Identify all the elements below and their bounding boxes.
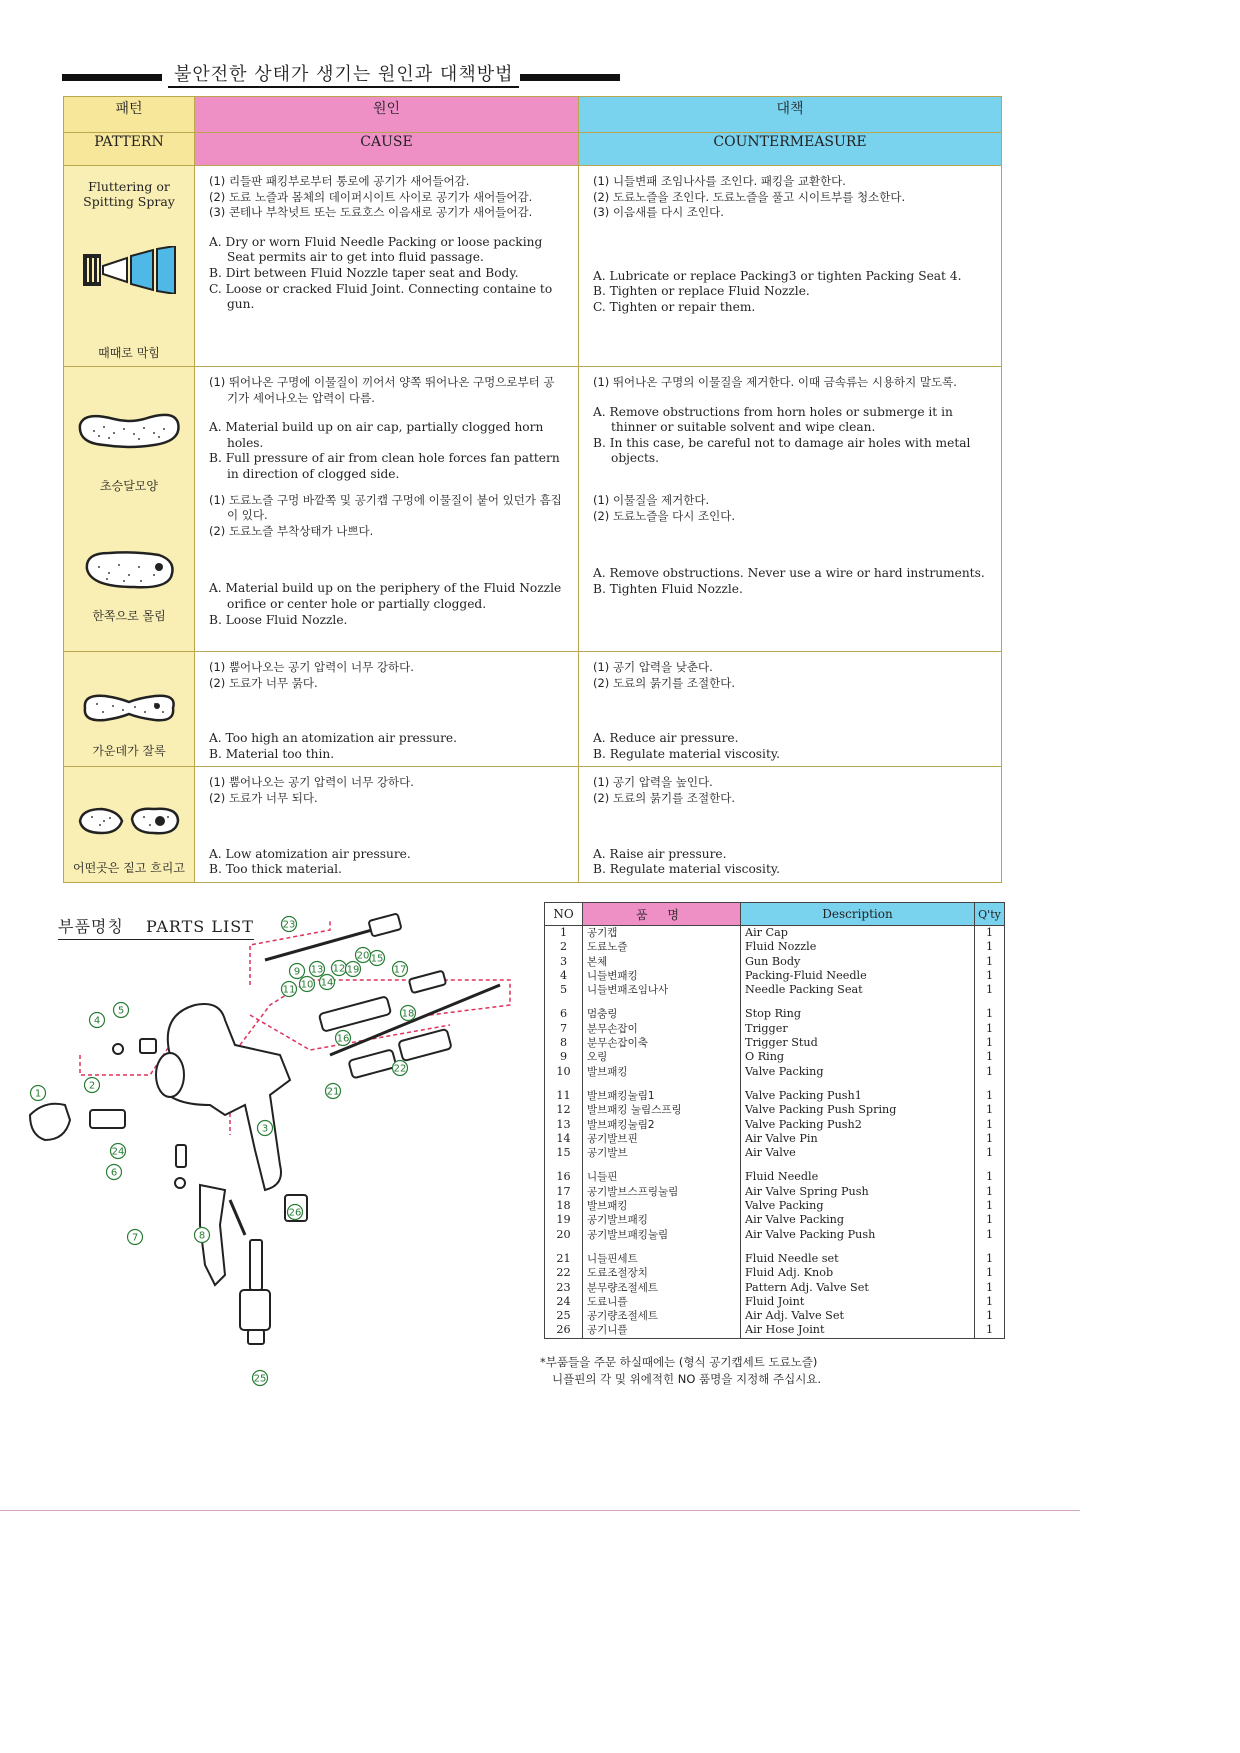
part-description: Valve Packing Push Spring — [741, 1103, 975, 1117]
parts-row — [545, 1118, 1005, 1132]
one-sided-pattern-icon — [79, 545, 179, 593]
part-quantity: 1 — [975, 926, 1005, 941]
callout-21 — [326, 1084, 341, 1099]
callout-label: 11 — [282, 984, 296, 996]
part-quantity: 1 — [975, 1213, 1005, 1227]
trouble-row-fluttering — [64, 166, 1002, 367]
part-name-kr: 공기발브패킹 — [583, 1213, 741, 1227]
counter-en-line: A. Remove obstructions from horn holes or submerge it in thinner or suitable solvent and wipe clean. — [593, 404, 953, 435]
part-description: Valve Packing — [741, 1199, 975, 1213]
counter-kr-line: (2) 도료노즐을 조인다. 도료노즐을 풀고 시이트부를 청소한다. — [593, 189, 906, 204]
counter-en-line: B. Tighten Fluid Nozzle. — [593, 581, 743, 596]
header-cause-en: CAUSE — [195, 133, 579, 166]
parts-header-description: Description — [741, 903, 975, 926]
part-name-kr: 발브패킹눌림1 — [583, 1089, 741, 1103]
part-description: Air Valve Pin — [741, 1132, 975, 1146]
callout-3 — [258, 1121, 273, 1136]
part-quantity: 1 — [975, 1007, 1005, 1021]
cause-en-line: B. Too thick material. — [209, 862, 342, 877]
part-quantity: 1 — [975, 1185, 1005, 1199]
callout-8 — [195, 1228, 210, 1243]
part-quantity: 1 — [975, 1146, 1005, 1160]
part-name-kr: 공기발브핀 — [583, 1132, 741, 1146]
parts-title-kr: 부품명칭 — [58, 917, 124, 936]
part-number: 19 — [545, 1213, 583, 1227]
part-quantity: 1 — [975, 1036, 1005, 1050]
pattern-label-kr: 가운데가 잘록 — [92, 744, 166, 758]
parts-row — [545, 1050, 1005, 1064]
part-description: Air Valve — [741, 1146, 975, 1160]
part-quantity: 1 — [975, 1309, 1005, 1323]
parts-row — [545, 1199, 1005, 1213]
callout-label: 26 — [288, 1207, 302, 1219]
cause-kr-line: (1) 뿜어나오는 공기 압력이 너무 강하다. — [209, 660, 414, 674]
parts-row — [545, 955, 1005, 969]
part-description: Air Cap — [741, 926, 975, 941]
callout-17 — [393, 962, 408, 977]
parts-group-spacer — [545, 997, 1005, 1007]
callout-label: 23 — [282, 919, 296, 931]
part-number: 22 — [545, 1266, 583, 1280]
callout-label: 7 — [131, 1232, 139, 1244]
cause-en-line: B. Dirt between Fluid Nozzle taper seat and Body. — [209, 265, 519, 280]
pattern-label-kr: 한쪽으로 몰림 — [92, 609, 166, 623]
counter-en-line: B. Regulate material viscosity. — [593, 862, 780, 877]
parts-row — [545, 1252, 1005, 1266]
callout-2 — [85, 1078, 100, 1093]
parts-row — [545, 1266, 1005, 1280]
part-description: Air Adj. Valve Set — [741, 1309, 975, 1323]
troubleshooting-table — [63, 96, 1002, 883]
cause-kr-line: (2) 도료노즐 부착상태가 나쁘다. — [209, 523, 374, 538]
trouble-row-narrow-middle — [64, 652, 1002, 767]
cause-cell — [195, 652, 579, 767]
cause-en-line: A. Too high an atomization air pressure. — [209, 731, 458, 746]
callout-label: 25 — [253, 1373, 267, 1385]
part-number: 5 — [545, 983, 583, 997]
part-number: 3 — [545, 955, 583, 969]
callout-11 — [282, 982, 297, 997]
countermeasure-cell — [579, 166, 1002, 367]
part-name-kr: 니들변패킹 — [583, 969, 741, 983]
callout-label: 24 — [111, 1146, 125, 1158]
parts-group-spacer — [545, 1242, 1005, 1252]
part-name-kr: 공기니플 — [583, 1323, 741, 1338]
callout-22 — [393, 1061, 408, 1076]
part-name-kr: 발브패킹 — [583, 1199, 741, 1213]
counter-kr-line: (3) 이음새를 다시 조인다. — [593, 205, 724, 220]
part-description: Fluid Joint — [741, 1295, 975, 1309]
parts-row — [545, 1213, 1005, 1227]
part-number: 26 — [545, 1323, 583, 1338]
cause-kr-line: (1) 뛰어나온 구명에 이물질이 끼어서 양쪽 뛰어나온 구멍으로부터 공기가 세어나오는 압력이 다름. — [209, 375, 555, 405]
parts-row — [545, 1146, 1005, 1160]
part-name-kr: 분무손잡이 — [583, 1022, 741, 1036]
part-quantity: 1 — [975, 1089, 1005, 1103]
counter-en-line: A. Raise air pressure. — [593, 846, 727, 861]
header-pattern-en: PATTERN — [64, 133, 195, 166]
part-name-kr: 공기량조절세트 — [583, 1309, 741, 1323]
part-name-kr: 공기캡 — [583, 926, 741, 941]
callout-label: 5 — [117, 1005, 125, 1017]
part-quantity: 1 — [975, 1323, 1005, 1338]
cause-kr-line: (2) 도료가 너무 되다. — [209, 790, 318, 805]
callout-14 — [320, 975, 335, 990]
counter-en-line: C. Tighten or repair them. — [593, 299, 756, 314]
page-title-bar — [62, 60, 622, 92]
cause-cell — [195, 767, 579, 882]
callout-20 — [356, 948, 371, 963]
part-quantity: 1 — [975, 955, 1005, 969]
part-quantity: 1 — [975, 1170, 1005, 1184]
parts-header-qty: Q'ty — [975, 903, 1005, 926]
callout-15 — [370, 951, 385, 966]
part-number: 9 — [545, 1050, 583, 1064]
part-description: Valve Packing — [741, 1065, 975, 1079]
part-quantity: 1 — [975, 1022, 1005, 1036]
callout-5 — [114, 1003, 129, 1018]
header-counter-kr: 대책 — [579, 97, 1002, 133]
countermeasure-cell — [579, 652, 1002, 767]
parts-row — [545, 969, 1005, 983]
cause-kr-line: (2) 도료 노즐과 몸체의 데이퍼시이트 사이로 공기가 새어들어감. — [209, 189, 533, 204]
narrow-middle-pattern-icon — [79, 690, 179, 726]
part-name-kr: 분무량조절세트 — [583, 1281, 741, 1295]
pattern-cell — [64, 166, 195, 367]
parts-row — [545, 1132, 1005, 1146]
part-description: Stop Ring — [741, 1007, 975, 1021]
counter-kr-line: (2) 도료노즐을 다시 조인다. — [593, 508, 736, 523]
pattern-label-kr: 때때로 막힘 — [98, 346, 160, 360]
counter-en-line: B. In this case, be careful not to damage air holes with metal objects. — [593, 435, 971, 466]
callout-12 — [332, 961, 347, 976]
part-quantity: 1 — [975, 1103, 1005, 1117]
part-name-kr: 도료조절장치 — [583, 1266, 741, 1280]
part-description: O Ring — [741, 1050, 975, 1064]
callout-label: 8 — [198, 1230, 206, 1242]
pattern-cell — [64, 652, 195, 767]
part-number: 18 — [545, 1199, 583, 1213]
page-title: 불안전한 상태가 생기는 원인과 대책방법 — [168, 60, 519, 88]
part-name-kr: 멈춤링 — [583, 1007, 741, 1021]
cause-cell — [195, 166, 579, 367]
cause-kr-line: (3) 콘테나 부착넛트 또는 도료호스 이음새로 공기가 새어들어감. — [209, 205, 533, 220]
part-number: 1 — [545, 926, 583, 941]
part-quantity: 1 — [975, 1132, 1005, 1146]
callout-label: 18 — [401, 1008, 415, 1020]
counter-en-line: A. Remove obstructions. Never use a wire or hard instruments. — [593, 566, 985, 581]
parts-row — [545, 1170, 1005, 1184]
parts-group-spacer — [545, 1160, 1005, 1170]
page-bottom-rule — [0, 1510, 1080, 1511]
part-quantity: 1 — [975, 1266, 1005, 1280]
part-quantity: 1 — [975, 1281, 1005, 1295]
part-quantity: 1 — [975, 1118, 1005, 1132]
part-description: Fluid Needle — [741, 1170, 975, 1184]
callout-label: 21 — [326, 1086, 340, 1098]
counter-en-line: A. Reduce air pressure. — [593, 731, 739, 746]
parts-title-en: PARTS LIST — [146, 917, 254, 936]
part-description: Air Valve Packing Push — [741, 1228, 975, 1242]
counter-kr-line: (1) 이물질을 제거한다. — [593, 492, 710, 507]
part-number: 7 — [545, 1022, 583, 1036]
part-description: Needle Packing Seat — [741, 983, 975, 997]
callout-label: 10 — [300, 979, 314, 991]
part-description: Fluid Adj. Knob — [741, 1266, 975, 1280]
part-quantity: 1 — [975, 983, 1005, 997]
callout-25 — [253, 1371, 268, 1386]
counter-kr-line: (2) 도료의 묽기를 조절한다. — [593, 790, 736, 805]
parts-row — [545, 926, 1005, 941]
part-name-kr: 공기발브스프링눌림 — [583, 1185, 741, 1199]
callout-label: 22 — [393, 1063, 407, 1075]
callout-13 — [310, 962, 325, 977]
counter-kr-line: (1) 공기 압력을 낮춘다. — [593, 660, 713, 674]
parts-row — [545, 940, 1005, 954]
cause-en-line: A. Low atomization air pressure. — [209, 846, 411, 861]
part-description: Trigger — [741, 1022, 975, 1036]
pattern-label-en: Fluttering or Spitting Spray — [83, 179, 175, 209]
parts-row — [545, 1295, 1005, 1309]
cause-kr-line: (1) 뿜어나오는 공기 압력이 너무 강하다. — [209, 775, 414, 790]
part-quantity: 1 — [975, 1050, 1005, 1064]
callout-16 — [336, 1031, 351, 1046]
part-number: 10 — [545, 1065, 583, 1079]
counter-kr-line: (1) 뛰어나온 구명의 이물질을 제거한다. 이때 금속류는 시용하지 말도록. — [593, 375, 957, 389]
cause-kr-line: (2) 도료가 너무 묽다. — [209, 675, 318, 690]
pattern-cell — [64, 367, 195, 652]
part-number: 17 — [545, 1185, 583, 1199]
part-name-kr: 공기발브 — [583, 1146, 741, 1160]
part-number: 23 — [545, 1281, 583, 1295]
part-number: 2 — [545, 940, 583, 954]
header-counter-en: COUNTERMEASURE — [579, 133, 1002, 166]
callout-label: 15 — [370, 953, 384, 965]
crescent-pattern-icon — [74, 407, 184, 455]
part-description: Trigger Stud — [741, 1036, 975, 1050]
uneven-pattern-icon — [74, 803, 184, 839]
order-note-line: *부품들을 주문 하실때에는 (형식 공기캡세트 도료노즐) — [540, 1355, 818, 1369]
part-number: 8 — [545, 1036, 583, 1050]
countermeasure-cell — [579, 367, 1002, 652]
callout-label: 9 — [293, 966, 301, 978]
pattern-cell — [64, 767, 195, 882]
part-description: Air Hose Joint — [741, 1323, 975, 1338]
callout-label: 3 — [261, 1123, 269, 1135]
part-number: 4 — [545, 969, 583, 983]
parts-header-no: NO — [545, 903, 583, 926]
callout-7 — [128, 1230, 143, 1245]
part-number: 14 — [545, 1132, 583, 1146]
part-name-kr: 니들핀 — [583, 1170, 741, 1184]
counter-kr-line: (1) 공기 압력을 높인다. — [593, 775, 713, 790]
callout-label: 16 — [336, 1033, 350, 1045]
part-description: Air Valve Packing — [741, 1213, 975, 1227]
part-description: Valve Packing Push1 — [741, 1089, 975, 1103]
callout-19 — [346, 962, 361, 977]
part-quantity: 1 — [975, 969, 1005, 983]
callout-10 — [300, 977, 315, 992]
parts-row — [545, 1007, 1005, 1021]
cause-en-line: A. Dry or worn Fluid Needle Packing or loose packing Seat permits air to get into fluid passage. — [209, 234, 543, 265]
callout-label: 1 — [34, 1088, 42, 1100]
parts-row — [545, 1089, 1005, 1103]
callout-label: 13 — [310, 964, 324, 976]
callout-9 — [290, 964, 305, 979]
part-number: 13 — [545, 1118, 583, 1132]
parts-row — [545, 1103, 1005, 1117]
parts-group-spacer — [545, 1079, 1005, 1089]
callout-4 — [90, 1013, 105, 1028]
title-rule-right — [520, 74, 620, 81]
callout-label: 2 — [88, 1080, 96, 1092]
callout-24 — [111, 1144, 126, 1159]
pattern-label-kr: 초승달모양 — [100, 479, 158, 493]
cause-en-line: C. Loose or cracked Fluid Joint. Connecting containe to gun. — [209, 281, 553, 312]
part-name-kr: 도료니플 — [583, 1295, 741, 1309]
callout-23 — [282, 917, 297, 932]
parts-header-name: 품 명 — [583, 903, 741, 926]
order-note-line: 니플핀의 각 및 위에적힌 NO 품명을 지정해 주십시요. — [552, 1372, 822, 1386]
title-rule-left — [62, 74, 162, 81]
part-name-kr: 발브패킹 눌림스프링 — [583, 1103, 741, 1117]
countermeasure-cell — [579, 767, 1002, 882]
part-number: 6 — [545, 1007, 583, 1021]
part-name-kr: 공기발브패킹눌림 — [583, 1228, 741, 1242]
part-description: Packing-Fluid Needle — [741, 969, 975, 983]
counter-en-line: B. Regulate material viscosity. — [593, 746, 780, 761]
part-name-kr: 분무손잡이축 — [583, 1036, 741, 1050]
counter-kr-line: (1) 니들변패 조임나사를 조인다. 패킹을 교환한다. — [593, 174, 846, 188]
callout-label: 20 — [356, 950, 370, 962]
parts-list-table — [544, 902, 1005, 1339]
part-name-kr: 도료노즐 — [583, 940, 741, 954]
part-quantity: 1 — [975, 1228, 1005, 1242]
part-name-kr: 발브패킹눌림2 — [583, 1118, 741, 1132]
cause-en-line: A. Material build up on air cap, partially clogged horn holes. — [209, 420, 544, 450]
part-quantity: 1 — [975, 1295, 1005, 1309]
part-number: 16 — [545, 1170, 583, 1184]
part-number: 21 — [545, 1252, 583, 1266]
counter-kr-line: (2) 도료의 묽기를 조절한다. — [593, 675, 736, 690]
callout-label: 6 — [110, 1167, 118, 1179]
parts-row — [545, 1309, 1005, 1323]
callout-label: 14 — [320, 977, 334, 989]
callout-label: 12 — [332, 963, 346, 975]
part-number: 24 — [545, 1295, 583, 1309]
callout-18 — [401, 1006, 416, 1021]
trouble-row-crescent — [64, 367, 1002, 652]
parts-row — [545, 1185, 1005, 1199]
part-number: 20 — [545, 1228, 583, 1242]
callout-label: 17 — [393, 964, 407, 976]
spray-gun-exploded-diagram — [10, 905, 530, 1405]
parts-row — [545, 1228, 1005, 1242]
counter-en-line: A. Lubricate or replace Packing3 or tighten Packing Seat 4. — [593, 268, 962, 283]
part-quantity: 1 — [975, 1252, 1005, 1266]
part-number: 25 — [545, 1309, 583, 1323]
header-cause-kr: 원인 — [195, 97, 579, 133]
part-name-kr: 발브패킹 — [583, 1065, 741, 1079]
part-description: Fluid Nozzle — [741, 940, 975, 954]
part-name-kr: 니들변패조임나사 — [583, 983, 741, 997]
counter-en-line: B. Tighten or replace Fluid Nozzle. — [593, 284, 810, 299]
cause-kr-line: (1) 리들판 패킹부로부터 통로에 공기가 새어들어감. — [209, 174, 470, 188]
part-description: Air Valve Spring Push — [741, 1185, 975, 1199]
part-quantity: 1 — [975, 940, 1005, 954]
cause-kr-line: (1) 도료노즐 구멍 바깥쪽 및 공기캡 구멍에 이물질이 붙어 있던가 흠집이 있다. — [209, 492, 562, 523]
parts-row — [545, 1323, 1005, 1338]
cause-en-line: A. Material build up on the periphery of the Fluid Nozzle orifice or center hole or partially clogged. — [209, 581, 562, 611]
order-note — [540, 1354, 821, 1388]
trouble-row-uneven — [64, 767, 1002, 882]
parts-row — [545, 1022, 1005, 1036]
callout-label: 19 — [346, 964, 360, 976]
cause-en-line: B. Material too thin. — [209, 746, 335, 761]
spray-nozzle-icon — [79, 246, 179, 294]
part-number: 11 — [545, 1089, 583, 1103]
part-number: 15 — [545, 1146, 583, 1160]
parts-row — [545, 1065, 1005, 1079]
callout-26 — [288, 1205, 303, 1220]
part-quantity: 1 — [975, 1065, 1005, 1079]
part-name-kr: 본체 — [583, 955, 741, 969]
parts-row — [545, 1036, 1005, 1050]
part-name-kr: 오링 — [583, 1050, 741, 1064]
part-description: Valve Packing Push2 — [741, 1118, 975, 1132]
cause-cell — [195, 367, 579, 652]
cause-en-line: B. Full pressure of air from clean hole forces fan pattern in direction of clogged side. — [209, 451, 560, 481]
callout-1 — [31, 1086, 46, 1101]
part-description: Fluid Needle set — [741, 1252, 975, 1266]
part-quantity: 1 — [975, 1199, 1005, 1213]
part-number: 12 — [545, 1103, 583, 1117]
part-name-kr: 니들핀세트 — [583, 1252, 741, 1266]
header-pattern-kr: 패턴 — [64, 97, 195, 133]
part-description: Pattern Adj. Valve Set — [741, 1281, 975, 1295]
part-description: Gun Body — [741, 955, 975, 969]
callout-label: 4 — [93, 1015, 101, 1027]
pattern-label-kr: 어떤곳은 짙고 흐리고 — [73, 861, 185, 876]
parts-row — [545, 983, 1005, 997]
parts-row — [545, 1281, 1005, 1295]
callout-6 — [107, 1165, 122, 1180]
cause-en-line: B. Loose Fluid Nozzle. — [209, 612, 348, 627]
